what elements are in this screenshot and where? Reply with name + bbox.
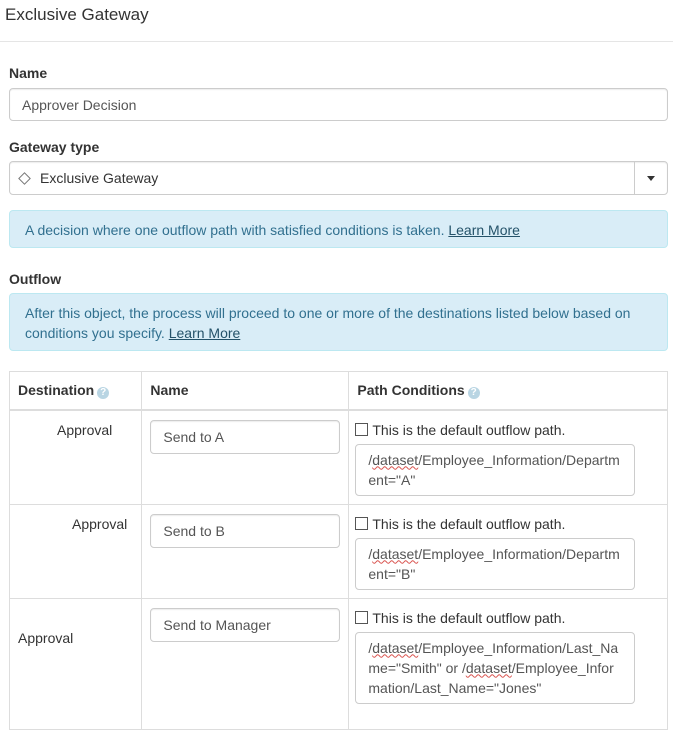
name-input[interactable] (9, 88, 668, 121)
path-condition-field[interactable]: /dataset/Employee_Information/Last_Name="Smith" or /dataset/Employee_Information/Last_Name="Jones" (355, 632, 635, 704)
path-name-input[interactable]: Send to B (150, 514, 340, 548)
gateway-type-select[interactable] (9, 161, 668, 195)
destination-cell (10, 410, 142, 505)
default-outflow-toggle[interactable] (355, 422, 659, 438)
path-conditions-cell (349, 410, 668, 505)
panel-title: Exclusive Gateway (5, 5, 149, 24)
outflow-learn-more-link[interactable]: Learn More (168, 325, 241, 341)
path-condition-field[interactable]: /dataset/Employee_Information/Department="A" (355, 444, 635, 496)
outflow-table (9, 371, 668, 730)
default-outflow-label: This is the default outflow path. (372, 421, 566, 438)
path-conditions-cell (349, 504, 668, 598)
column-header-path-conditions: Path Conditions ? (349, 372, 668, 410)
path-name-input[interactable]: Send to A (150, 420, 340, 454)
outflow-info-text: After this object, the process will proceed to one or more of the destinations listed below based on conditions you specify. (25, 305, 631, 341)
table-row (10, 410, 668, 505)
gateway-type-label: Gateway type (9, 139, 100, 155)
name-label: Name (9, 65, 48, 81)
table-header-row (10, 372, 668, 410)
outflow-label: Outflow (9, 271, 62, 287)
default-outflow-label: This is the default outflow path. (372, 609, 566, 626)
help-icon[interactable]: ? (97, 387, 109, 399)
panel-header (0, 0, 673, 42)
default-outflow-checkbox[interactable] (355, 611, 368, 624)
gateway-info-text: A decision where one outflow path with satisfied conditions is taken. (25, 222, 449, 238)
path-conditions-cell (349, 598, 668, 729)
path-name-input[interactable]: Send to Manager (150, 608, 340, 642)
gateway-learn-more-link[interactable]: Learn More (448, 222, 520, 238)
help-icon[interactable]: ? (468, 387, 480, 399)
gateway-info-alert (9, 210, 668, 248)
gateway-type-dropdown-button[interactable] (634, 162, 667, 194)
default-outflow-checkbox[interactable] (355, 423, 368, 436)
outflow-info-alert (9, 293, 668, 351)
column-header-destination: Destination ? (10, 372, 142, 410)
name-cell (142, 504, 349, 598)
gateway-type-value: Exclusive Gateway (40, 170, 159, 186)
destination-cell (10, 504, 142, 598)
table-row (10, 504, 668, 598)
table-row (10, 598, 668, 729)
default-outflow-toggle[interactable] (355, 610, 659, 626)
diamond-icon (18, 172, 31, 185)
destination-value: Approval (72, 515, 128, 532)
name-cell (142, 410, 349, 505)
column-header-name: Name (142, 372, 349, 410)
name-cell (142, 598, 349, 729)
default-outflow-label: This is the default outflow path. (372, 515, 566, 532)
destination-cell (10, 598, 142, 729)
destination-value: Approval (57, 421, 113, 438)
path-condition-field[interactable]: /dataset/Employee_Information/Department="B" (355, 538, 635, 590)
destination-value: Approval (18, 629, 74, 646)
chevron-down-icon (647, 176, 655, 181)
default-outflow-toggle[interactable] (355, 516, 659, 532)
default-outflow-checkbox[interactable] (355, 517, 368, 530)
